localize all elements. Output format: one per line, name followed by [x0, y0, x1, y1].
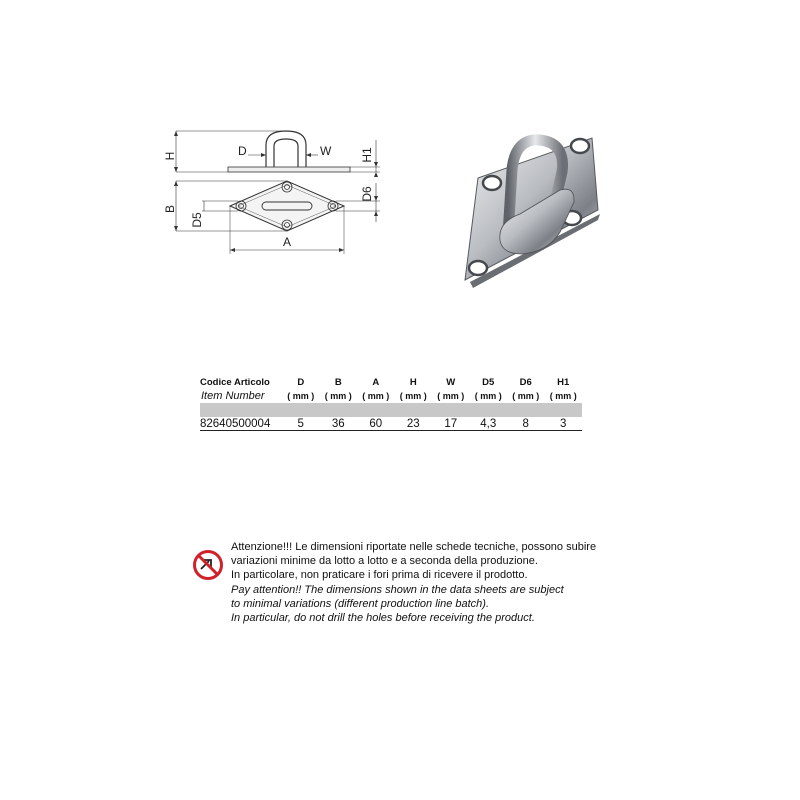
unit-label: ( mm ) [437, 390, 465, 401]
spec-table [200, 377, 582, 431]
table-header-row [200, 377, 582, 389]
header-col: D [297, 377, 305, 388]
header-item-number: Item Number [201, 390, 265, 402]
header-col: D5 [482, 377, 495, 388]
notice-line-en: to minimal variations (different production line batch). [231, 597, 490, 610]
table-cell: 23 [395, 417, 433, 431]
header-col: B [334, 377, 342, 388]
table-row [200, 417, 582, 431]
notice-line-it: Attenzione!!! Le dimensioni riportate nelle schede tecniche, possono subire [231, 541, 597, 553]
header-col: D6 [519, 377, 532, 388]
unit-label: ( mm ) [512, 390, 540, 401]
notice-line-en: Pay attention!! The dimensions shown in the data sheets are subject [231, 583, 564, 596]
header-item-code: Codice Articolo [200, 377, 270, 388]
header-col: A [372, 377, 380, 388]
notice-line-en: In particular, do not drill the holes before receiving the product. [231, 612, 535, 625]
table-cell: 3 [545, 417, 583, 431]
product-photo [455, 128, 605, 298]
table-cell: 60 [357, 417, 395, 431]
unit-label: ( mm ) [287, 390, 315, 401]
table-cell: 36 [320, 417, 358, 431]
dim-label-b: B [163, 204, 177, 214]
dim-label-d5: D5 [190, 212, 204, 228]
notice-line-it: In particolare, non praticare i fori prima di ricevere il prodotto. [231, 569, 528, 582]
header-col: H1 [557, 377, 570, 388]
unit-label: ( mm ) [474, 390, 502, 401]
no-drill-icon [192, 549, 224, 581]
table-band [200, 403, 582, 417]
header-col: W [446, 377, 456, 388]
unit-label: ( mm ) [549, 390, 577, 401]
table-unit-row [200, 389, 582, 403]
dim-label-d6: D6 [360, 186, 374, 202]
dim-label-d: D [238, 144, 247, 158]
table-cell: 17 [432, 417, 470, 431]
unit-label: ( mm ) [324, 390, 352, 401]
header-col: H [409, 377, 417, 388]
table-cell: 8 [507, 417, 545, 431]
table-cell: 4,3 [470, 417, 508, 431]
notice-text [231, 540, 596, 625]
notice-line-it: variazioni minime da lotto a lotto e a seconda della produzione. [231, 555, 538, 568]
table-cell: 5 [282, 417, 320, 431]
technical-drawing [160, 128, 390, 258]
dim-label-h1: H1 [360, 147, 374, 163]
cell-item-number: 82640500004 [200, 417, 282, 431]
dim-label-h: H [163, 151, 177, 161]
dim-label-w: W [320, 144, 332, 158]
dim-label-a: A [282, 235, 292, 249]
unit-label: ( mm ) [399, 390, 427, 401]
unit-label: ( mm ) [362, 390, 390, 401]
